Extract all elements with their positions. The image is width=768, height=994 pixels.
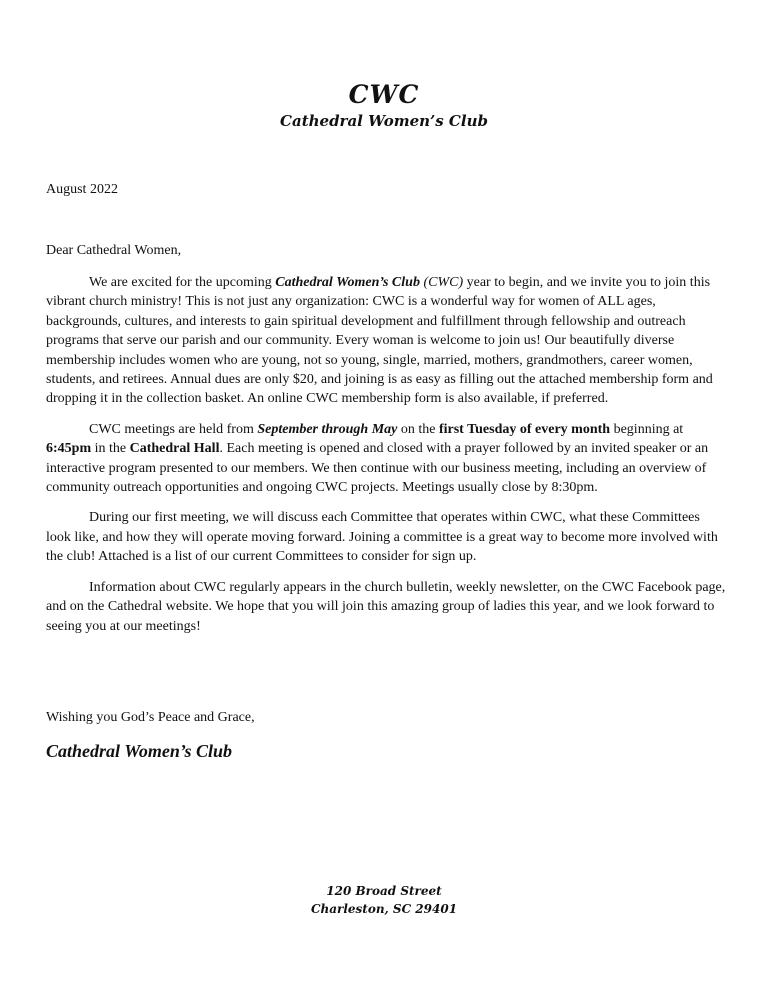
address-street: 120 Broad Street	[326, 884, 442, 898]
meeting-location: Cathedral Hall	[129, 441, 220, 457]
paragraph-committees: During our first meeting, we will discuss each Committee that operates within CWC, what these Committees look like, and how they will operate moving forward. Joining a committee is a great way to become more involved with the club! Attached is a list of our current Committees to consider for sign up.	[46, 510, 718, 565]
paragraph-intro	[46, 273, 726, 409]
club-abbr: (CWC)	[419, 275, 464, 290]
salutation: Dear Cathedral Women,	[46, 243, 182, 258]
text: . Each meeting is opened and closed with a prayer followed by an invited speaker or an interactive program presented to our members. We then continue with our business meeting, including an overview of community outreach opportunities and ongoing CWC projects. Meetings usually close by 8:30pm.	[46, 441, 709, 496]
address-city: Charleston, SC 29401	[310, 902, 458, 916]
text: We are excited for the upcoming	[89, 275, 276, 290]
text: in the	[91, 441, 130, 457]
text: on the	[397, 421, 439, 437]
text: year to begin, and we invite you to join this vibrant church ministry! This is not just any organization: CWC is a wonderful way for women of ALL ages, backgrounds, cultures, and interests to gain spiritual development and fulfillment through fellowship and outreach programs that serve our parish and our community. Every woman is welcome to join us! Our beautifully diverse membership includes women who are young, not so young, single, married, mothers, grandmothers, career women, students, and retirees. Annual dues are only $20, and joining is as easy as filling out the attached membership form and dropping it in the collection basket. An online CWC membership form is also available, if preferred.	[46, 275, 713, 407]
paragraph-information: Information about CWC regularly appears in the church bulletin, weekly newsletter, on the CWC Facebook page, and on the Cathedral website. We hope that you will join this amazing group of ladies this year, and we look forward to seeing you at our meetings!	[46, 579, 726, 634]
paragraph-meetings	[46, 420, 726, 498]
meeting-months: September through May	[257, 421, 398, 437]
signature: Cathedral Women’s Club	[46, 741, 233, 761]
text: CWC meetings are held from	[89, 421, 258, 437]
letter-body	[46, 273, 726, 647]
club-name: Cathedral Women’s Club	[275, 275, 420, 290]
letter-date: August 2022	[46, 182, 118, 197]
closing: Wishing you God’s Peace and Grace,	[46, 710, 255, 725]
letterhead-subtitle: Cathedral Women’s Club	[280, 112, 488, 130]
meeting-day: first Tuesday of every month	[438, 421, 611, 437]
meeting-time: 6:45pm	[46, 441, 92, 457]
letterhead-title: CWC	[348, 80, 420, 109]
text: beginning at	[610, 421, 684, 437]
